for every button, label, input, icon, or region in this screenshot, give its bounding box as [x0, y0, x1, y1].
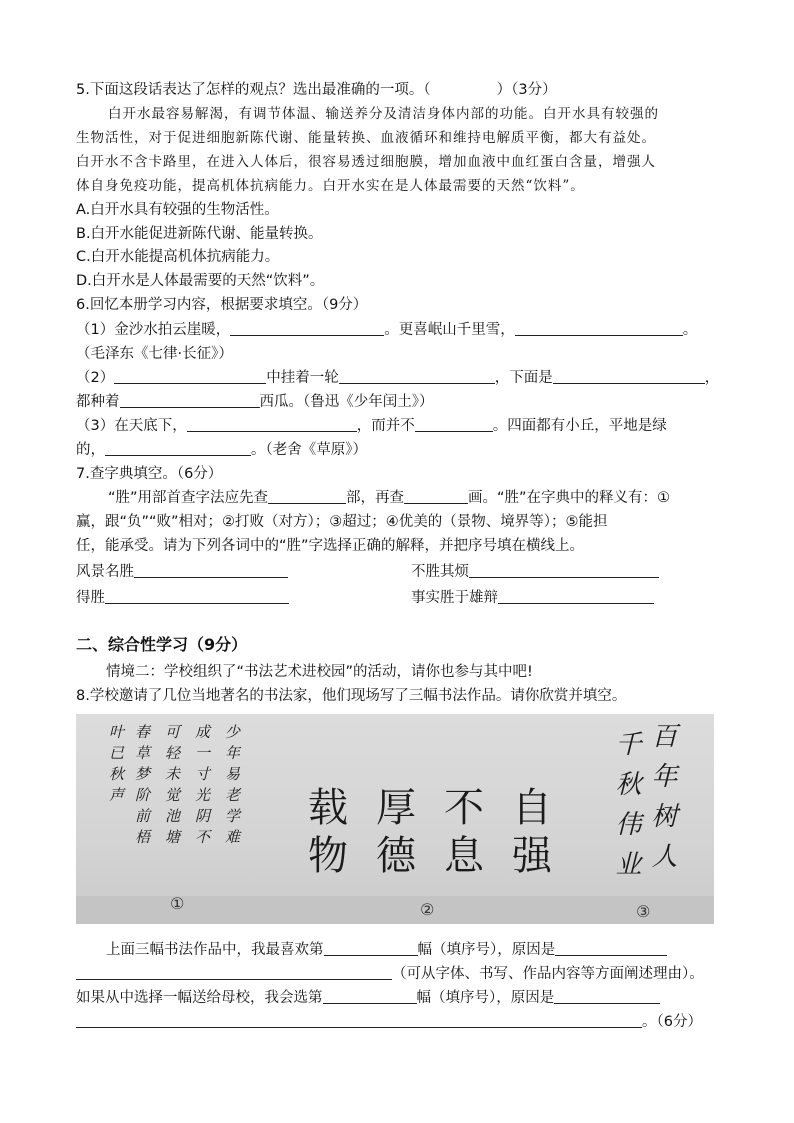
q5-option-b[interactable]: B.白开水能促进新陈代谢、能量转换。 [76, 226, 323, 242]
q5-option-d[interactable]: D.白开水是人体最需要的天然“饮料”。 [76, 273, 325, 289]
q8-gift-number-blank[interactable] [323, 988, 417, 1004]
q5-stem [76, 80, 557, 100]
q7-word: 不胜其烦 [411, 564, 469, 580]
q8-text: 。（6分） [642, 1014, 702, 1030]
callig-2-row [308, 824, 580, 881]
callig-label-2: ② [420, 900, 435, 919]
q7-word: 事实胜于雄辩 [411, 590, 498, 606]
q8-answer-line-2 [76, 964, 704, 984]
q6-text: ， [704, 370, 720, 386]
callig-1-col: 春草梦阶前梧 [133, 724, 151, 850]
callig-3-col: 千秋伟业 [611, 730, 641, 890]
q5-passage-line: 生物活性，对于促进细胞新陈代谢、能量转换、血液循环和维持电解质平衡，都大有益处。 [76, 130, 656, 146]
q6-blank-8[interactable] [415, 416, 493, 432]
q6-text: 。 [682, 322, 698, 338]
q6-line-1 [76, 320, 697, 340]
q8-fav-number-blank[interactable] [324, 940, 418, 956]
q8-text: 幅（填序号），原因是 [416, 990, 555, 1006]
q8-fav-reason-blank-2[interactable] [76, 964, 392, 980]
q6-line-3b [76, 440, 367, 460]
q6-blank-3[interactable] [114, 368, 266, 384]
q7-blank-2[interactable] [469, 562, 659, 578]
q6-text: ，下面是 [494, 370, 553, 386]
q7-blank-4[interactable] [498, 588, 654, 604]
q6-text: 中挂着一轮 [266, 370, 339, 386]
q5-answer-blank[interactable] [431, 81, 497, 96]
callig-1-col: 成一寸光阴不 [193, 724, 211, 850]
q6-source-1: （毛泽东《七律·长征》） [76, 346, 233, 362]
q6-blank-6[interactable] [120, 392, 260, 408]
q6-text: 。四面都有小丘，平地是绿 [492, 418, 667, 434]
q6-text: 。（老舍《草原》） [251, 442, 367, 458]
q8-answer-line-4 [76, 1012, 702, 1032]
q7-blank-3[interactable] [105, 588, 289, 604]
section-2-intro: 情境二：学校组织了“书法艺术进校园”的活动，请你也参与其中吧! [106, 664, 533, 680]
q8-text: 幅（填序号），原因是 [417, 942, 556, 958]
q6-blank-4[interactable] [339, 368, 495, 384]
q7-text: “胜”用部首查字法应先查 [108, 490, 269, 506]
q6-text: （3）在天底下， [76, 418, 187, 434]
q5-option-c[interactable]: C.白开水能提高机体抗病能力。 [76, 249, 280, 265]
q5-passage-line: 白开水不含卡路里，在进入人体后，很容易透过细胞膜，增加血液中血红蛋白含量，增强人 [76, 154, 656, 170]
q8-text: （可从字体、书写、作品内容等方面阐述理由）。 [392, 966, 704, 982]
q6-line-2 [76, 368, 719, 388]
q6-stem: 6.回忆本册学习内容，根据要求填空。（9分） [76, 297, 368, 313]
q7-para-3: 任，能承受。请为下列各词中的“胜”字选择正确的解释，并把序号填在横线上。 [76, 538, 585, 554]
q6-text: （1）金沙水拍云崖暖， [76, 322, 231, 338]
q7-radical-blank[interactable] [268, 488, 346, 504]
q5-option-a[interactable]: A.白开水具有较强的生物活性。 [76, 202, 279, 218]
q6-blank-2[interactable] [515, 320, 683, 336]
q5-stem-text: 5.下面这段话表达了怎样的观点？选出最准确的一项。（ [76, 82, 431, 98]
q7-text: 画。“胜”在字典中的释义有：① [468, 490, 671, 506]
callig-1-col: 叶已秋声 [107, 724, 125, 808]
q6-line-3 [76, 416, 667, 436]
q7-para-2: 赢，跟“负”“败”相对；②打败（对方）；③超过；④优美的（景物、境界等）；⑤能担 [76, 514, 608, 530]
callig-1-col: 少年易老学难 [223, 724, 241, 850]
callig-1-col: 可轻未觉池塘 [163, 724, 181, 850]
callig-3-col: 百年树人 [647, 722, 677, 882]
q6-line-2b [76, 392, 434, 412]
q7-para-1 [108, 488, 670, 508]
calligraphy-photo [76, 714, 714, 924]
callig-label-1: ① [170, 894, 185, 913]
q7-word-4 [411, 588, 654, 608]
q6-blank-9[interactable] [105, 440, 251, 456]
q5-points: ）（3分） [496, 82, 557, 98]
q6-blank-5[interactable] [553, 368, 705, 384]
q7-word-3 [76, 588, 289, 608]
callig-2-row-2: 强息德物 [308, 833, 580, 879]
q8-text: 如果从中选择一幅送给母校，我会选第 [76, 990, 323, 1006]
q7-word: 风景名胜 [76, 564, 134, 580]
q8-gift-reason-blank[interactable] [554, 988, 660, 1004]
q8-gift-reason-blank-2[interactable] [76, 1012, 642, 1028]
q6-text: 都种着 [76, 394, 120, 410]
callig-2-row-1: 自不厚载 [308, 785, 580, 831]
q7-word-2 [411, 562, 659, 582]
callig-label-3: ③ [636, 902, 651, 921]
q8-answer-line-3 [76, 988, 660, 1008]
q7-strokes-blank[interactable] [404, 488, 468, 504]
q6-text: ，而并不 [356, 418, 415, 434]
q5-passage-line: 体自身免疫功能，提高机体抗病能力。白开水实在是人体最需要的天然“饮料”。 [76, 178, 585, 194]
q8-text: 上面三幅书法作品中，我最喜欢第 [106, 942, 324, 958]
q6-text: 西瓜。（鲁迅《少年闰土》） [259, 394, 434, 410]
q7-stem: 7.查字典填空。（6分） [76, 466, 223, 482]
q6-blank-1[interactable] [230, 320, 384, 336]
q7-word: 得胜 [76, 590, 105, 606]
q8-fav-reason-blank[interactable] [555, 940, 667, 956]
q6-text: 。更喜岷山千里雪， [384, 322, 515, 338]
q7-text: 部，再查 [346, 490, 405, 506]
q7-word-1 [76, 562, 288, 582]
section-2-title: 二、综合性学习（9分） [76, 635, 248, 654]
q6-text: 的， [76, 442, 105, 458]
q8-answer-line-1 [106, 940, 667, 960]
q5-passage-line: 白开水最容易解渴，有调节体温、输送养分及清洁身体内部的功能。白开水具有较强的 [108, 106, 659, 122]
q7-blank-1[interactable] [134, 562, 288, 578]
q6-text: （2） [76, 370, 115, 386]
q8-stem: 8.学校邀请了几位当地著名的书法家，他们现场写了三幅书法作品。请你欣赏并填空。 [76, 688, 627, 704]
q6-blank-7[interactable] [187, 416, 357, 432]
